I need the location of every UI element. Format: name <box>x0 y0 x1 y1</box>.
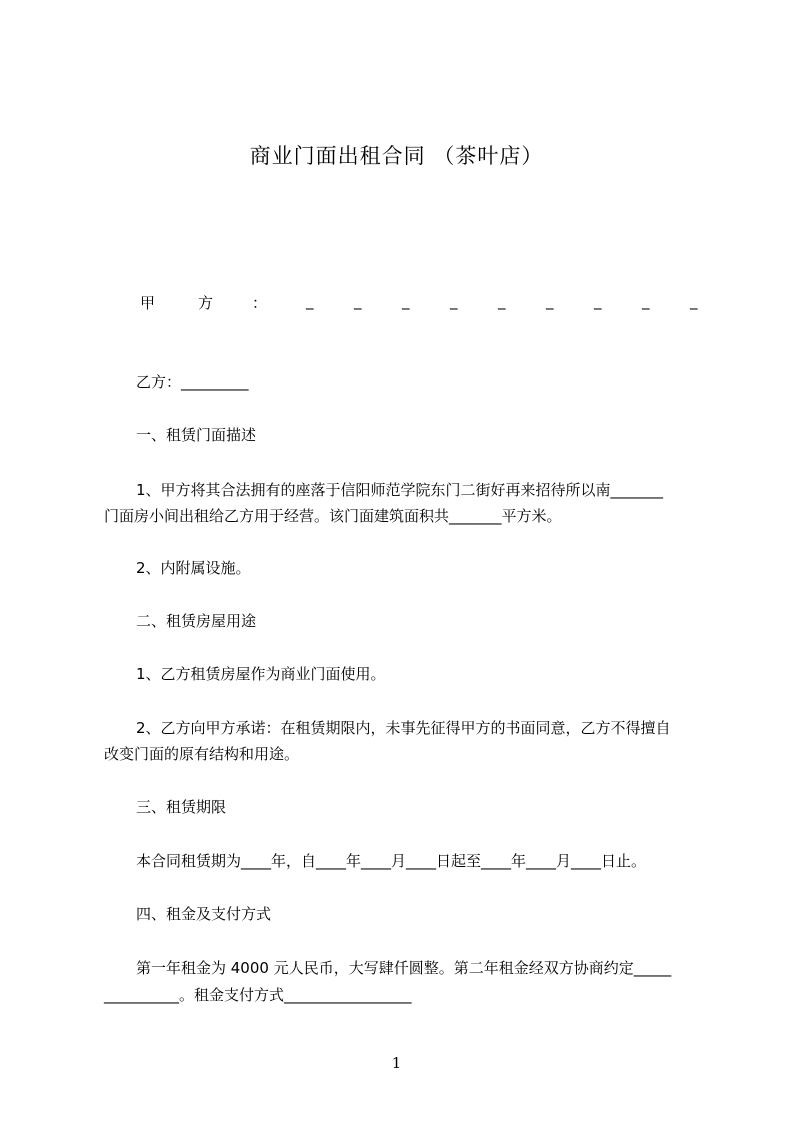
party-a-blank: _ <box>690 292 698 310</box>
section-heading-3: 三、租赁期限 <box>136 798 227 816</box>
s1-item2: 2、内附属设施。 <box>136 559 251 577</box>
section-heading-2: 二、租赁房屋用途 <box>136 612 257 630</box>
party-a-blank: _ <box>642 292 650 310</box>
document-title: 商业门面出租合同 （茶叶店） <box>249 144 544 168</box>
s4-line1: 第一年租金为 4000 元人民币，大写肆仟圆整。第二年租金经双方协商约定_____ <box>136 959 672 977</box>
s1-item1-line1: 1、甲方将其合法拥有的座落于信阳师范学院东门二街好再来招待所以南_______ <box>136 481 664 499</box>
party-a-blank: _ <box>354 292 362 310</box>
party-a-blank: _ <box>498 292 506 310</box>
s4-line2: __________。租金支付方式_________________ <box>104 986 412 1004</box>
s2-item1: 1、乙方租赁房屋作为商业门面使用。 <box>136 665 386 683</box>
section-heading-1: 一、租赁门面描述 <box>136 426 257 444</box>
party-b-line: 乙方：_________ <box>136 373 249 391</box>
party-a-blank: _ <box>402 292 410 310</box>
s2-item2-line2: 改变门面的原有结构和用途。 <box>104 745 300 763</box>
party-a-char2: 方 <box>198 294 214 312</box>
s1-item1-line2: 门面房小间出租给乙方用于经营。该门面建筑面积共_______平方米。 <box>104 507 562 525</box>
s2-item2-line1: 2、乙方向甲方承诺：在租赁期限内，未事先征得甲方的书面同意，乙方不得擅自 <box>136 719 671 737</box>
party-a-line <box>140 292 702 316</box>
party-a-blank: _ <box>594 292 602 310</box>
party-a-blank: _ <box>546 292 554 310</box>
party-a-blank: _ <box>450 292 458 310</box>
party-a-char1: 甲 <box>140 294 156 312</box>
page-number: 1 <box>391 1054 402 1072</box>
s3-text: 本合同租赁期为____年，自____年____月____日起至____年____月____日止。 <box>136 852 647 870</box>
party-a-blank: _ <box>306 292 314 310</box>
section-heading-4: 四、租金及支付方式 <box>136 905 272 923</box>
party-a-colon: ： <box>252 294 268 312</box>
